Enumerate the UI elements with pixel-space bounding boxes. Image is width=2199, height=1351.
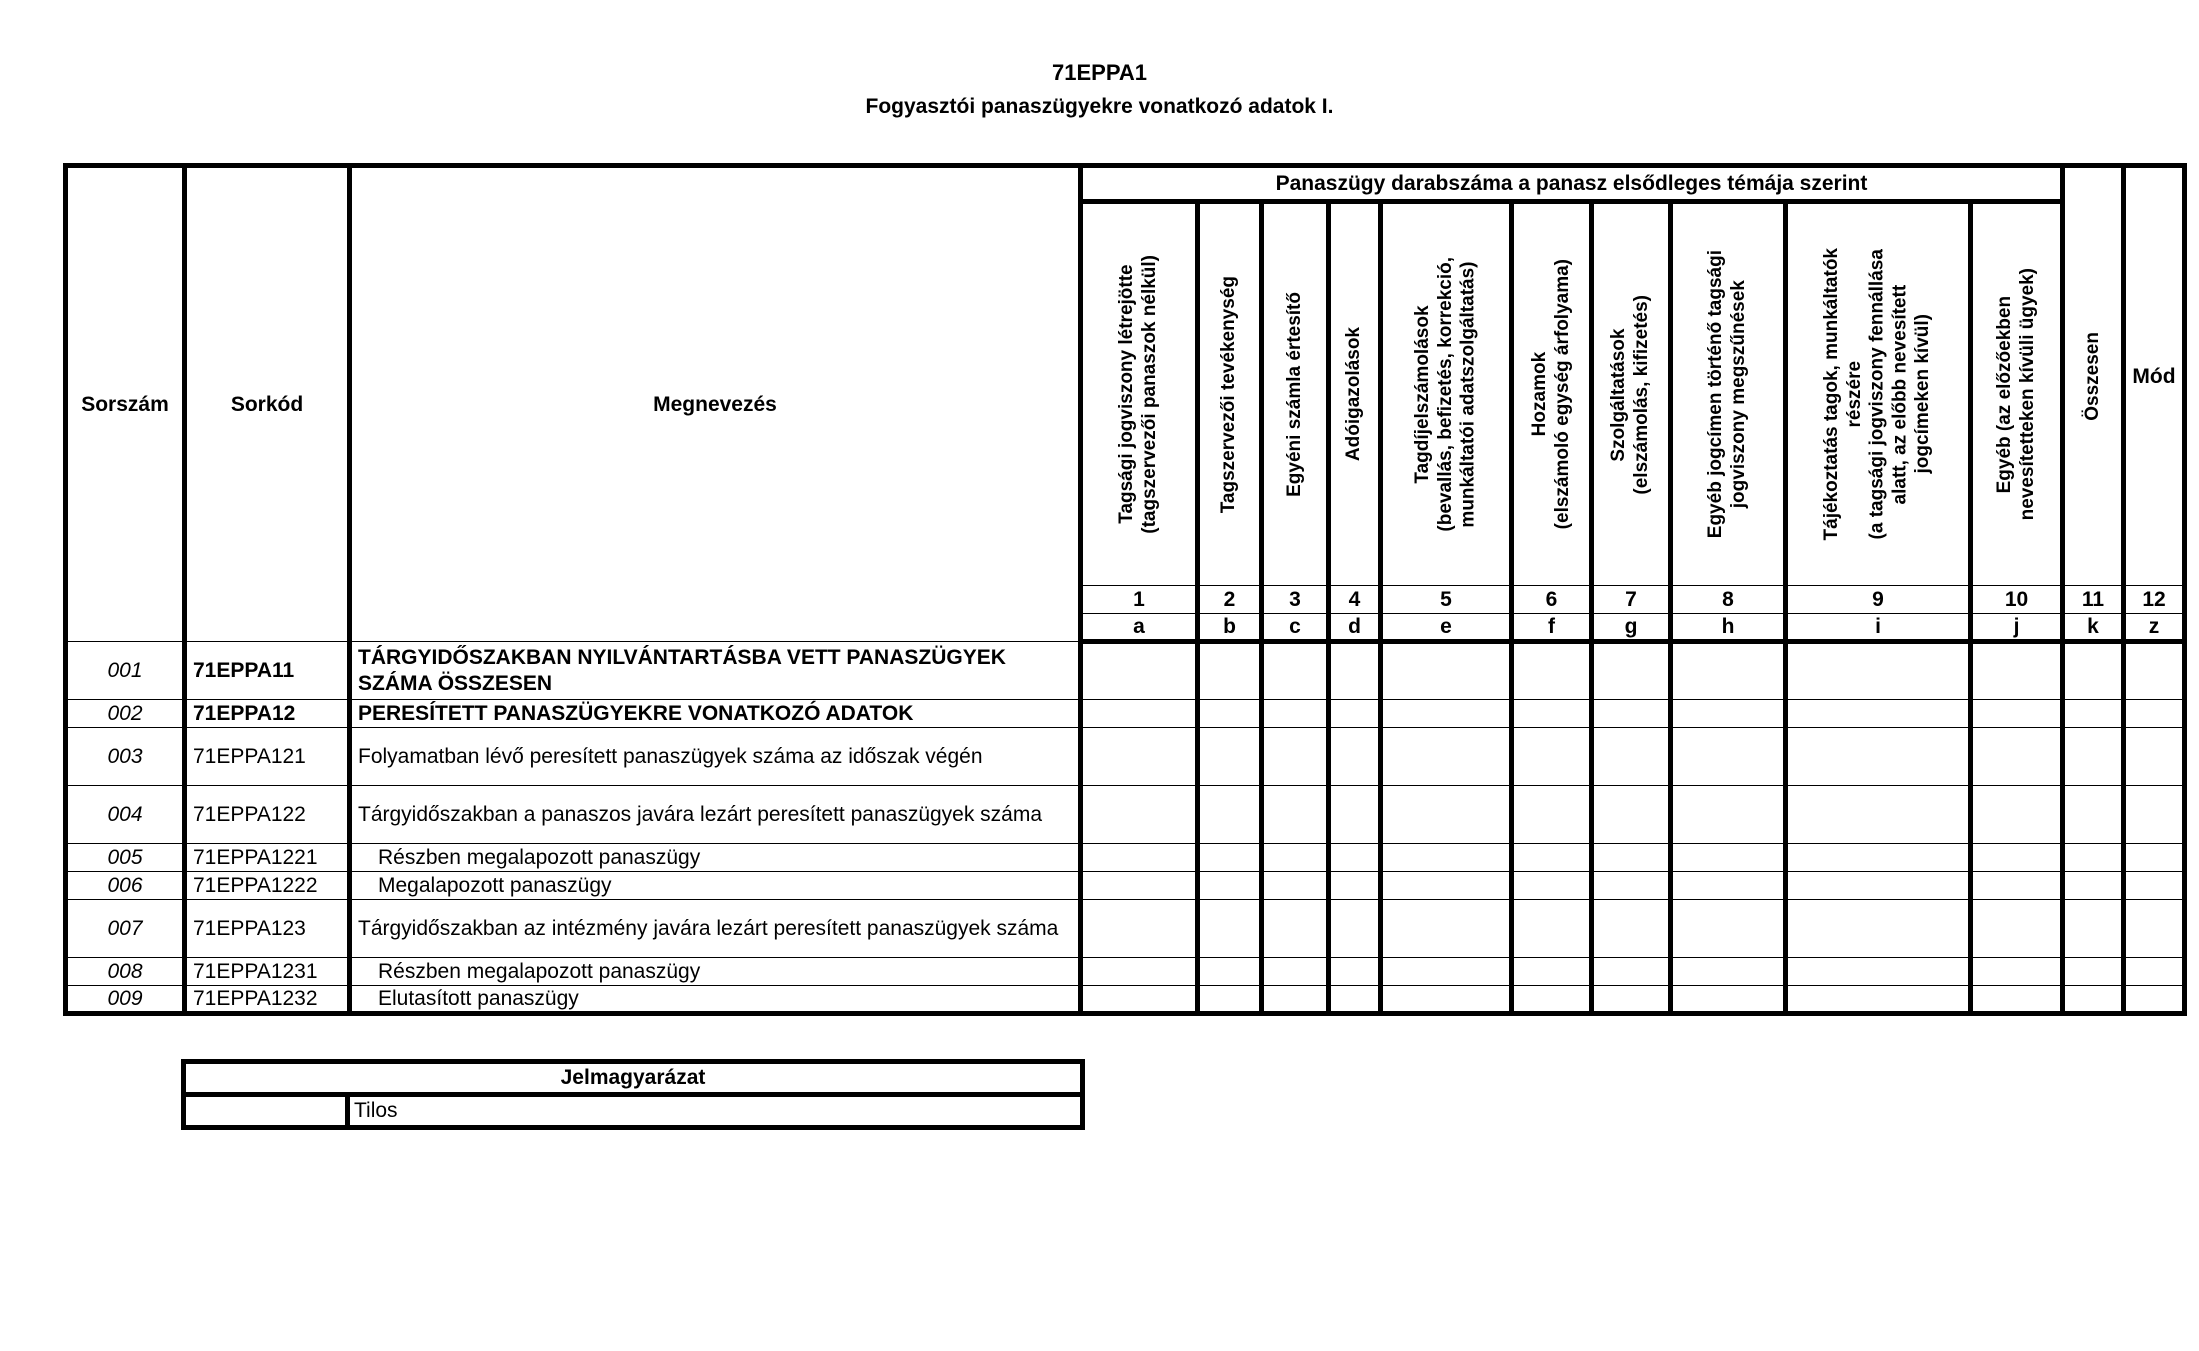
col-letter-mod: z	[2124, 614, 2185, 642]
col-letter-osszesen: k	[2063, 614, 2124, 642]
data-cell[interactable]	[1081, 986, 1198, 1014]
data-cell[interactable]	[1592, 872, 1671, 900]
data-cell[interactable]	[1198, 728, 1262, 786]
col-letter-2: b	[1198, 614, 1262, 642]
data-cell[interactable]	[1081, 700, 1198, 728]
header-col-9-label: Tájékoztatás tagok, munkáltatók részére (a tagsági jogviszony fennállása alatt, az előbb nevesített jogcímeken kívül)	[1821, 248, 1934, 541]
data-cell[interactable]	[1262, 900, 1329, 958]
legend-title: Jelmagyarázat	[184, 1062, 1083, 1095]
col-letter-10: j	[1971, 614, 2063, 642]
col-letter-9: i	[1786, 614, 1971, 642]
data-cell[interactable]	[1262, 728, 1329, 786]
data-cell[interactable]	[2063, 844, 2124, 872]
data-cell[interactable]	[1671, 872, 1786, 900]
data-cell[interactable]	[1512, 642, 1592, 700]
row-sorszam: 006	[66, 872, 185, 900]
data-cell[interactable]	[1971, 986, 2063, 1014]
data-cell[interactable]	[1971, 786, 2063, 844]
data-cell[interactable]	[1081, 958, 1198, 986]
data-cell[interactable]	[1971, 958, 2063, 986]
data-cell[interactable]	[1512, 872, 1592, 900]
header-megnevezes: Megnevezés	[350, 166, 1081, 642]
data-cell[interactable]	[1081, 786, 1198, 844]
row-name	[350, 700, 1081, 728]
data-cell[interactable]	[1592, 786, 1671, 844]
row-name	[350, 844, 1081, 872]
col-letter-6: f	[1512, 614, 1592, 642]
table-row	[66, 958, 2185, 986]
col-num-5: 5	[1381, 586, 1512, 614]
data-cell[interactable]	[2063, 728, 2124, 786]
data-cell[interactable]	[1786, 872, 1971, 900]
col-letter-7: g	[1592, 614, 1671, 642]
data-cell[interactable]	[1198, 986, 1262, 1014]
data-cell[interactable]	[1081, 900, 1198, 958]
data-cell[interactable]	[1262, 872, 1329, 900]
col-num-3: 3	[1262, 586, 1329, 614]
row-name	[350, 728, 1081, 786]
data-cell[interactable]	[1786, 844, 1971, 872]
data-cell[interactable]	[1512, 786, 1592, 844]
data-cell[interactable]	[1671, 700, 1786, 728]
col-num-mod: 12	[2124, 586, 2185, 614]
data-cell[interactable]	[1512, 986, 1592, 1014]
table-row	[66, 786, 2185, 844]
row-name	[350, 786, 1081, 844]
data-cell[interactable]	[1971, 642, 2063, 700]
report-table	[63, 163, 2187, 1016]
header-col-2-label: Tagszervezői tevékenység	[1218, 275, 1240, 514]
data-cell[interactable]	[1592, 986, 1671, 1014]
header-col-10-label: Egyéb (az előzőekben nevesítetteken kívüli ügyek)	[1993, 268, 2038, 521]
document-subtitle: Fogyasztói panaszügyekre vonatkozó adatok I.	[865, 95, 1334, 118]
data-cell[interactable]	[2063, 700, 2124, 728]
data-cell[interactable]	[1971, 844, 2063, 872]
row-sorkod: 71EPPA122	[185, 786, 350, 844]
header-group-title: Panaszügy darabszáma a panasz elsődleges témája szerint	[1081, 166, 2063, 202]
data-cell[interactable]	[1592, 642, 1671, 700]
row-sorkod: 71EPPA1222	[185, 872, 350, 900]
col-num-6: 6	[1512, 586, 1592, 614]
data-cell[interactable]	[1381, 700, 1512, 728]
data-cell[interactable]	[2063, 642, 2124, 700]
col-num-2: 2	[1198, 586, 1262, 614]
header-sorszam: Sorszám	[66, 166, 185, 642]
data-cell[interactable]	[1971, 900, 2063, 958]
data-cell[interactable]	[1262, 958, 1329, 986]
row-sorszam: 004	[66, 786, 185, 844]
data-cell[interactable]	[1381, 958, 1512, 986]
data-cell[interactable]	[1786, 700, 1971, 728]
row-name	[350, 642, 1081, 700]
data-cell[interactable]	[1512, 728, 1592, 786]
row-name-text: TÁRGYIDŐSZAKBAN NYILVÁNTARTÁSBA VETT PANASZÜGYEK SZÁMA ÖSSZESEN	[358, 646, 1006, 695]
data-cell[interactable]	[2124, 958, 2185, 986]
col-letter-3: c	[1262, 614, 1329, 642]
data-cell[interactable]	[1329, 872, 1381, 900]
data-cell[interactable]	[1198, 642, 1262, 700]
data-cell[interactable]	[1329, 900, 1381, 958]
header-col-5	[1381, 202, 1512, 586]
legend-table	[181, 1059, 1085, 1130]
row-sorszam: 001	[66, 642, 185, 700]
row-sorkod: 71EPPA1221	[185, 844, 350, 872]
row-sorszam: 007	[66, 900, 185, 958]
data-cell[interactable]	[1512, 700, 1592, 728]
data-cell[interactable]	[2063, 786, 2124, 844]
row-sorkod: 71EPPA1232	[185, 986, 350, 1014]
col-num-7: 7	[1592, 586, 1671, 614]
data-cell[interactable]	[1262, 786, 1329, 844]
data-cell[interactable]	[1786, 986, 1971, 1014]
row-sorkod: 71EPPA123	[185, 900, 350, 958]
data-cell[interactable]	[1512, 900, 1592, 958]
data-cell[interactable]	[1592, 900, 1671, 958]
row-name-text: PERESÍTETT PANASZÜGYEKRE VONATKOZÓ ADATOK	[358, 701, 914, 725]
data-cell[interactable]	[1381, 642, 1512, 700]
data-cell[interactable]	[1671, 786, 1786, 844]
row-sorkod: 71EPPA1231	[185, 958, 350, 986]
col-letter-5: e	[1381, 614, 1512, 642]
data-cell[interactable]	[1198, 900, 1262, 958]
data-cell[interactable]	[1262, 642, 1329, 700]
data-cell[interactable]	[1198, 786, 1262, 844]
table-row	[66, 728, 2185, 786]
data-cell[interactable]	[1262, 986, 1329, 1014]
data-cell[interactable]	[1081, 642, 1198, 700]
row-name-text: Részben megalapozott panaszügy	[378, 845, 701, 869]
col-num-8: 8	[1671, 586, 1786, 614]
data-cell[interactable]	[2124, 844, 2185, 872]
table-row	[66, 844, 2185, 872]
data-cell[interactable]	[1262, 700, 1329, 728]
data-cell[interactable]	[2063, 872, 2124, 900]
row-name-text: Elutasított panaszügy	[378, 987, 579, 1010]
data-cell[interactable]	[1971, 700, 2063, 728]
data-cell[interactable]	[1381, 872, 1512, 900]
data-cell[interactable]	[1671, 642, 1786, 700]
col-letter-8: h	[1671, 614, 1786, 642]
table-row	[66, 900, 2185, 958]
data-cell[interactable]	[1971, 728, 2063, 786]
data-cell[interactable]	[1381, 900, 1512, 958]
header-osszesen-label: Összesen	[2081, 332, 2103, 421]
header-mod: Mód	[2124, 166, 2185, 586]
data-cell[interactable]	[2124, 986, 2185, 1014]
header-col-6-label: Hozamok (elszámoló egység árfolyama)	[1528, 259, 1573, 530]
header-row-group	[66, 166, 2185, 202]
header-osszesen	[2063, 166, 2124, 586]
data-cell[interactable]	[1786, 900, 1971, 958]
header-col-7-label: Szolgáltatások (elszámolás, kifizetés)	[1608, 294, 1652, 495]
data-cell[interactable]	[1786, 728, 1971, 786]
header-col-9	[1786, 202, 1971, 586]
row-sorszam: 008	[66, 958, 185, 986]
legend-label-tilos: Tilos	[348, 1095, 1083, 1128]
data-cell[interactable]	[1329, 844, 1381, 872]
row-sorkod: 71EPPA12	[185, 700, 350, 728]
header-col-1-label: Tagsági jogviszony létrejötte (tagszervezői panaszok nélkül)	[1116, 255, 1160, 534]
data-cell[interactable]	[1671, 844, 1786, 872]
data-cell[interactable]	[1512, 958, 1592, 986]
table-row	[66, 700, 2185, 728]
table-row	[66, 642, 2185, 700]
header-col-7	[1592, 202, 1671, 586]
col-letter-4: d	[1329, 614, 1381, 642]
row-name-text: Tárgyidőszakban a panaszos javára lezárt peresített panaszügyek száma	[358, 802, 1043, 826]
header-col-4	[1329, 202, 1381, 586]
data-cell[interactable]	[1671, 986, 1786, 1014]
header-col-3-label: Egyéni számla értesítő	[1283, 292, 1305, 497]
data-cell[interactable]	[1198, 844, 1262, 872]
header-col-8	[1671, 202, 1786, 586]
data-cell[interactable]	[1329, 642, 1381, 700]
header-col-8-label: Egyéb jogcímen történő tagsági jogviszony megszűnések	[1705, 250, 1749, 539]
header-sorkod: Sorkód	[185, 166, 350, 642]
data-cell[interactable]	[1081, 844, 1198, 872]
row-sorszam: 003	[66, 728, 185, 786]
row-name-text: Megalapozott panaszügy	[378, 873, 612, 897]
row-name-text: Részben megalapozott panaszügy	[378, 959, 701, 983]
row-name	[350, 958, 1081, 986]
col-num-9: 9	[1786, 586, 1971, 614]
data-cell[interactable]	[1786, 786, 1971, 844]
row-sorkod: 71EPPA121	[185, 728, 350, 786]
data-cell[interactable]	[1329, 786, 1381, 844]
data-cell[interactable]	[1592, 958, 1671, 986]
row-sorkod: 71EPPA11	[185, 642, 350, 700]
row-name-text: Tárgyidőszakban az intézmény javára lezárt peresített panaszügyek száma	[358, 916, 1059, 940]
data-cell[interactable]	[1381, 986, 1512, 1014]
data-cell[interactable]	[1381, 728, 1512, 786]
data-cell[interactable]	[1786, 958, 1971, 986]
table-row	[66, 986, 2185, 1014]
header-col-3	[1262, 202, 1329, 586]
data-cell[interactable]	[2124, 728, 2185, 786]
data-cell[interactable]	[1671, 958, 1786, 986]
data-cell[interactable]	[1081, 728, 1198, 786]
data-cell[interactable]	[1329, 986, 1381, 1014]
legend-swatch-tilos	[184, 1095, 348, 1128]
header-col-1	[1081, 202, 1198, 586]
data-cell[interactable]	[1381, 844, 1512, 872]
table-row	[66, 872, 2185, 900]
data-cell[interactable]	[2124, 700, 2185, 728]
row-name	[350, 900, 1081, 958]
row-name	[350, 986, 1081, 1014]
data-cell[interactable]	[2124, 642, 2185, 700]
col-num-osszesen: 11	[2063, 586, 2124, 614]
document-code: 71EPPA1	[1052, 60, 1147, 85]
data-cell[interactable]	[1198, 958, 1262, 986]
data-cell[interactable]	[1198, 872, 1262, 900]
data-cell[interactable]	[1971, 872, 2063, 900]
header-col-2	[1198, 202, 1262, 586]
header-col-5-label: Tagdíjelszámolások (bevallás, befizetés, korrekció, munkáltatói adatszolgáltatás)	[1411, 257, 1479, 532]
data-cell[interactable]	[1592, 728, 1671, 786]
header-col-6	[1512, 202, 1592, 586]
col-letter-1: a	[1081, 614, 1198, 642]
data-cell[interactable]	[1786, 642, 1971, 700]
data-cell[interactable]	[1592, 844, 1671, 872]
data-cell[interactable]	[2124, 872, 2185, 900]
row-name-text: Folyamatban lévő peresített panaszügyek száma az időszak végén	[358, 744, 983, 768]
data-cell[interactable]	[1671, 900, 1786, 958]
data-cell[interactable]	[1329, 958, 1381, 986]
data-cell[interactable]	[2063, 900, 2124, 958]
data-cell[interactable]	[1381, 786, 1512, 844]
row-sorszam: 009	[66, 986, 185, 1014]
data-cell[interactable]	[1329, 728, 1381, 786]
data-cell[interactable]	[1081, 872, 1198, 900]
data-cell[interactable]	[1512, 844, 1592, 872]
data-cell[interactable]	[2124, 900, 2185, 958]
data-cell[interactable]	[1592, 700, 1671, 728]
row-sorszam: 002	[66, 700, 185, 728]
header-col-10	[1971, 202, 2063, 586]
data-cell[interactable]	[2124, 786, 2185, 844]
data-cell[interactable]	[1671, 728, 1786, 786]
row-sorszam: 005	[66, 844, 185, 872]
row-name	[350, 872, 1081, 900]
data-cell[interactable]	[2063, 986, 2124, 1014]
data-cell[interactable]	[1329, 700, 1381, 728]
data-cell[interactable]	[1262, 844, 1329, 872]
data-cell[interactable]	[2063, 958, 2124, 986]
col-num-4: 4	[1329, 586, 1381, 614]
data-cell[interactable]	[1198, 700, 1262, 728]
col-num-10: 10	[1971, 586, 2063, 614]
col-num-1: 1	[1081, 586, 1198, 614]
header-col-4-label: Adóigazolások	[1343, 327, 1365, 462]
